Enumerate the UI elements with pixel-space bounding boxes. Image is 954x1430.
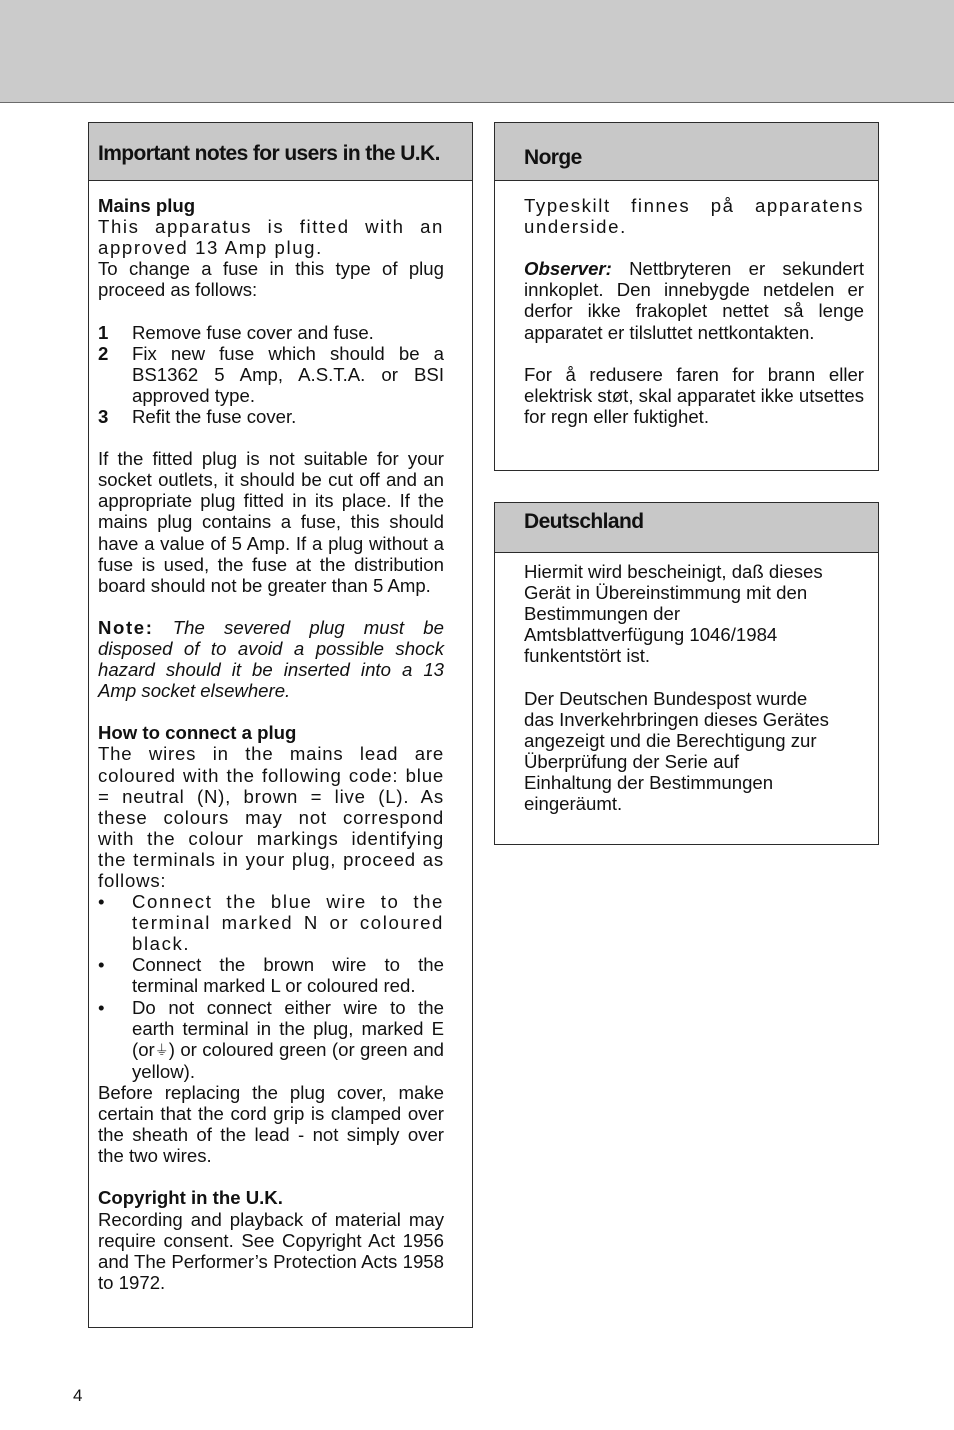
step-text: Fix new fuse which should be a BS1362 5 Amp, A.S.T.A. or BSI approved type. (132, 342, 444, 406)
step-text: Refit the fuse cover. (132, 405, 297, 427)
norge-paragraph: For å redusere faren for brann eller elektrisk støt, skal apparatet ikke utsettes for regn eller fuktighet. (524, 363, 864, 427)
deutschland-title: Deutschland (495, 503, 878, 553)
norge-content (495, 181, 878, 427)
text-line: Bestimmungen der (524, 603, 681, 625)
step-number: 2 (98, 342, 109, 364)
norge-paragraph: Typeskilt finnes på apparatens underside. (524, 195, 864, 238)
list-item (98, 954, 444, 996)
connect-plug-heading: How to connect a plug (98, 722, 297, 744)
step-item (98, 406, 444, 427)
norge-title: Norge (495, 123, 878, 181)
header-band (0, 0, 954, 103)
text-line: Gerät in Übereinstimmung mit den (524, 582, 808, 604)
note-label: Note: (98, 616, 154, 638)
text-line: funkentstört ist. (524, 645, 651, 667)
step-number: 3 (98, 405, 109, 427)
text-line: angezeigt und die Berechtigung zur (524, 729, 817, 751)
deutschland-content (495, 553, 878, 814)
text-line: Überprüfung der Serie auf (524, 750, 739, 772)
text-line: Hiermit wird bescheinigt, daß dieses (524, 561, 823, 582)
deutschland-box (494, 502, 879, 845)
step-item (98, 322, 444, 343)
step-text: Remove fuse cover and fuse. (132, 321, 374, 343)
mains-plug-text: This apparatus is fitted with an approved 13 Amp plug. (98, 216, 444, 259)
bullet-icon: • (98, 891, 105, 913)
deutschland-paragraph (524, 561, 864, 666)
fitted-plug-paragraph: If the fitted plug is not suitable for your socket outlets, it should be cut off and an appropriate plug fitted in its place. If the mains plug contains a fuse, this should have a value of 5 Amp. If a plug without a fuse is used, the fuse at the distribution board should not be greater than 5 Amp. (98, 448, 444, 596)
norge-box (494, 122, 879, 471)
note-paragraph (98, 617, 444, 701)
observer-paragraph (524, 258, 864, 342)
earth-icon: ⏚ (154, 1041, 169, 1058)
text-line: Einhaltung der Bestimmungen (524, 771, 774, 793)
text-line: das Inverkehrbringen dieses Gerätes (524, 708, 829, 730)
bullet-icon: • (98, 996, 105, 1018)
text-line: Amtsblattverfügung 1046/1984 (524, 624, 778, 646)
bullet-text: Connect the blue wire to the terminal marked N or coloured black. (132, 891, 444, 955)
bullet-text: Connect the brown wire to the terminal marked L or coloured red. (132, 954, 444, 997)
bullet-icon: • (98, 954, 105, 976)
uk-notes-box (88, 122, 473, 1328)
mains-plug-heading: Mains plug (98, 195, 196, 216)
step-number: 1 (98, 321, 109, 343)
uk-notes-content (89, 181, 472, 1293)
uk-notes-title: Important notes for users in the U.K. (89, 123, 472, 181)
connect-plug-paragraph: The wires in the mains lead are coloured with the following code: blue = neutral (N), brown = live (L). As these colours may not correspond with the colour markings identifying the terminals in your plug, proceed as follows: (98, 743, 444, 891)
list-item (98, 997, 444, 1082)
copyright-heading: Copyright in the U.K. (98, 1187, 283, 1209)
bullet-text-part: Do not connect either wire to the earth terminal in the plug, marked E (or (132, 996, 444, 1060)
step-item (98, 343, 444, 406)
replace-cover-paragraph: Before replacing the plug cover, make certain that the cord grip is clamped over the sheath of the lead - not simply over the two wires. (98, 1081, 444, 1167)
page-number: 4 (73, 1386, 83, 1405)
deutschland-paragraph (524, 688, 864, 815)
observer-label: Observer: (524, 258, 612, 280)
note-text: The severed plug must be disposed of to avoid a possible shock hazard should it be inserted into a 13 Amp socket elsewhere. (98, 616, 444, 702)
copyright-paragraph: Recording and playback of material may require consent. See Copyright Act 1956 and The Performer’s Protection Acts 1958 to 1972. (98, 1208, 444, 1293)
list-item (98, 891, 444, 954)
fuse-change-text: To change a fuse in this type of plug proceed as follows: (98, 258, 444, 301)
bullet-text-part: ) or coloured green (or green and yellow). (132, 1038, 444, 1082)
text-line: Der Deutschen Bundespost wurde (524, 687, 808, 709)
observer-text: Nettbryteren er sekundert innkoplet. Den innebygde netdelen er derfor ikke frakoplet nettet så lenge apparatet er tilsluttet nettkontakten. (524, 258, 864, 343)
text-line: eingeräumt. (524, 793, 623, 815)
bullet-text (132, 997, 444, 1082)
